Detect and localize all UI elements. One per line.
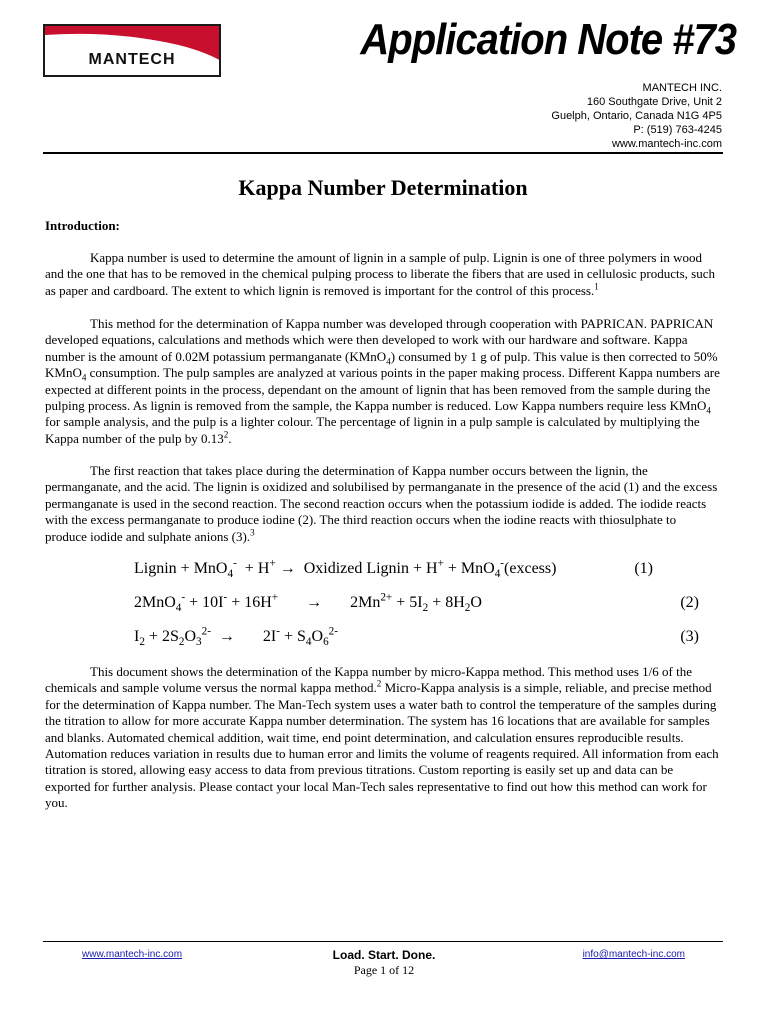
equation-2-formula: 2MnO$_4$- + 10I- + 16H+ → $2Mn^{2+} + 5I_2 + 8H_2O$ xyxy=(134,591,482,615)
footer-tagline: Load. Start. Done. xyxy=(332,948,436,962)
document-title: Kappa Number Determination xyxy=(238,175,528,200)
equation-1-number: (1) xyxy=(634,560,653,577)
address-company: MANTECH INC. xyxy=(642,82,722,94)
footer-website-link[interactable]: www.mantech-inc.com xyxy=(82,949,183,960)
address-phone: P: (519) 763-4245 xyxy=(633,124,722,136)
mantech-logo xyxy=(43,24,221,77)
equation-3-formula: $I_2 + 2S_2O_3^{2-}$ → $2I^- + S_4O_6^{2-}$ xyxy=(134,625,338,649)
address-website: www.mantech-inc.com xyxy=(611,138,722,150)
paragraph-1: Kappa number is used to determine the amount of lignin in a sample of pulp. Lignin is one of three polymers in wood and the one that has to be removed in the chemical pulping process to liberate the fibers that are used in cellulosic products, such as paper and cardboard. The extent to which lignin is removed is important for the control of this process.$^1$ xyxy=(45,250,716,298)
equation-3-number: (3) xyxy=(680,628,699,645)
equation-2-number: (2) xyxy=(680,594,699,611)
footer-divider xyxy=(43,941,723,942)
footer-email-link[interactable]: info@mantech-inc.com xyxy=(582,949,685,960)
paragraph-2: This method for the determination of Kappa number was developed through cooperation with PAPRICAN. PAPRICAN developed equations, calculations and methods which were then developed to work with our hardware and software. Kappa number is the amount of 0.02M potassium permanganate (KMnO$_4$) consumed by 1 g of pulp. This value is then corrected to 50% KMnO$_4$ consumption. The pulp samples are analyzed at various points in the paper making process. Different Kappa numbers are expected at different points in the process, dependant on the amount of lignin that has been removed from the sample during the pulping process. As lignin is removed from the sample, the Kappa number is reduced. Low Kappa numbers require less KMnO$_4$ for sample analysis, and the pulp is a lighter colour. The percentage of lignin in a pulp sample is calculated by multiplying the Kappa number of the pulp by 0.13$^2$. xyxy=(45,316,720,446)
company-address xyxy=(551,81,722,151)
address-city: Guelph, Ontario, Canada N1G 4P5 xyxy=(551,110,722,122)
application-note-title: Application Note #73 xyxy=(360,16,736,64)
section-heading: Introduction: xyxy=(45,218,120,233)
equation-1-formula: Lignin + MnO$_4$- + H+ → Oxidized Lignin + H+ + MnO$_4$-(excess) xyxy=(134,557,557,581)
page-number: Page 1 of 12 xyxy=(353,963,415,977)
paragraph-4: This document shows the determination of the Kappa number by micro-Kappa method. This method uses 1/6 of the chemicals and sample volume versus the normal kappa method.$^2$ Micro-Kappa analysis is a simple, reliable, and precise method for the determination of Kappa number. The Man-Tech system uses a water bath to control the temperature of the samples during the titration to allow for more accurate Kappa number determination. The system has 16 locations that are available for samples and blanks. Automated chemical addition, wait time, end point determination, and calculation ensures reproducible results. Automation reduces variation in results due to human error and limits the volume of reagents required. All information from each titration is stored, allowing easy access to data from previous titrations. Custom reporting is easily set up and data can be exported for further analysis. Please contact your local Man-Tech sales representative to find out how this method can work for you. xyxy=(45,664,719,811)
logo-text: MANTECH xyxy=(88,51,176,68)
header-divider xyxy=(43,152,723,154)
address-street: 160 Southgate Drive, Unit 2 xyxy=(586,96,722,108)
paragraph-3: The first reaction that takes place during the determination of Kappa number occurs between the lignin, the permanganate, and the acid. The lignin is oxidized and solubilised by permanganate in the presence of the acid (1) and the excess permanganate is used in the second reaction. The second reaction occurs when the potassium iodide is added. The iodide reacts with the excess permanganate to produce iodine (2). The third reaction occurs when the iodine reacts with thiosulphate to produce iodide and sulphate anions (3).$^3$ xyxy=(45,463,718,544)
